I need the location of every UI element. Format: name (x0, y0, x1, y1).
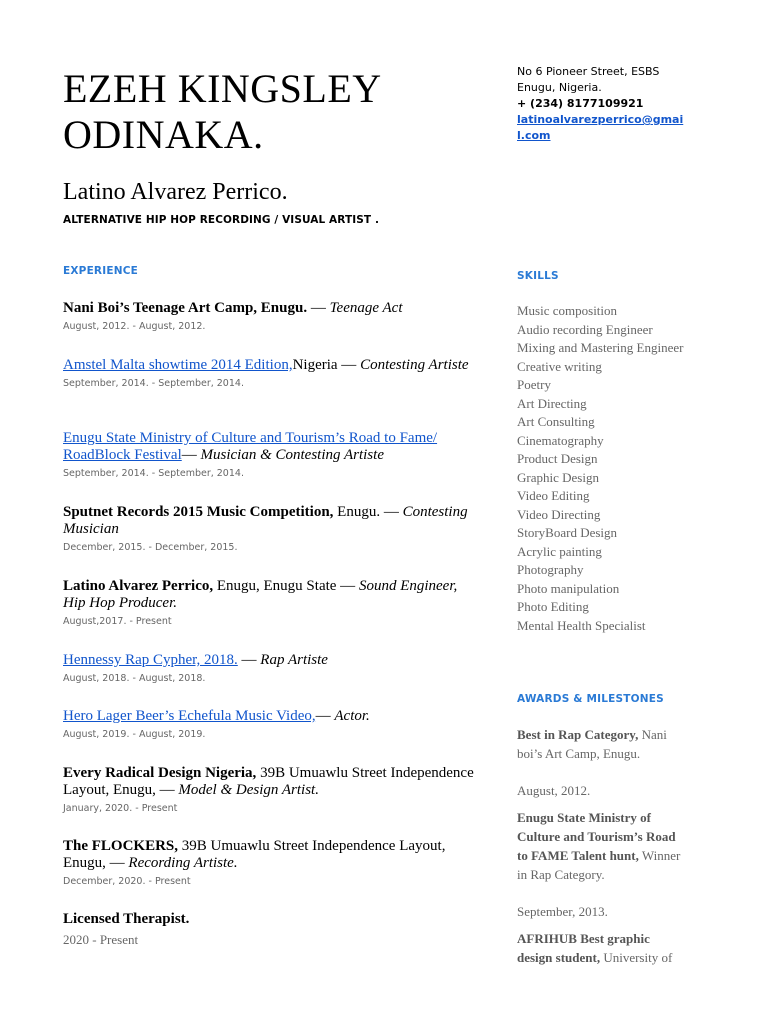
exp-date: August, 2019. - August, 2019. (63, 729, 206, 740)
award-detail: University of (600, 950, 673, 965)
awards-heading: AWARDS & MILESTONES (517, 693, 664, 705)
exp-role: Recording Artiste. (128, 855, 238, 871)
skill-item: StoryBoard Design (517, 525, 618, 540)
exp-date: September, 2014. - September, 2014. (63, 378, 244, 389)
exp-role: Model & Design Artist. (178, 782, 319, 798)
award-item (517, 808, 687, 884)
skill-item: Music composition (517, 303, 618, 318)
skill-item: Mental Health Specialist (517, 617, 646, 633)
skill-item: Graphic Design (517, 469, 599, 485)
exp-org: Every Radical Design Nigeria, (63, 765, 257, 781)
exp-sep: — (181, 447, 201, 463)
exp-sep: — (315, 708, 335, 724)
award-item (517, 929, 687, 967)
skill-item: Art Consulting (517, 414, 595, 429)
award-item (517, 725, 687, 763)
experience-item (63, 652, 475, 684)
exp-role: Contesting Artiste (360, 357, 469, 373)
exp-date: January, 2020. - Present (63, 803, 178, 814)
contact-block (517, 64, 687, 144)
experience-item (63, 911, 475, 948)
experience-item (63, 708, 475, 740)
exp-role: Musician & Contesting Artiste (200, 447, 384, 463)
experience-item (63, 765, 475, 814)
exp-link[interactable]: Hennessy Rap Cypher, 2018. (63, 652, 238, 668)
skill-item: Audio recording Engineer (517, 321, 653, 337)
award-title: AFRIHUB Best graphic design student, (517, 931, 650, 965)
skills-list (517, 302, 687, 635)
exp-org: Nani Boi’s Teenage Art Camp, Enugu. (63, 300, 308, 316)
exp-date: August, 2012. - August, 2012. (63, 321, 206, 332)
skill-item: Photography (517, 562, 584, 577)
skill-item: Video Directing (517, 506, 601, 522)
awards-list (517, 725, 687, 985)
skill-item: Product Design (517, 451, 598, 466)
exp-org: Licensed Therapist. (63, 911, 190, 927)
experience-heading: EXPERIENCE (63, 265, 138, 277)
exp-role: Contesting Musician (63, 504, 468, 537)
award-title: Best in Rap Category, (517, 727, 639, 742)
exp-place: 39B Umuawlu Street Independence Layout, Enugu, — (63, 838, 446, 871)
exp-org: Sputnet Records 2015 Music Competition, (63, 504, 334, 520)
exp-org: The FLOCKERS, (63, 838, 179, 854)
artist-alias: Latino Alvarez Perrico. (63, 179, 288, 205)
award-detail: Winner in Rap Category. (517, 848, 681, 882)
exp-date: August,2017. - Present (63, 616, 172, 627)
experience-item (63, 300, 475, 332)
exp-role: Rap Artiste (260, 652, 328, 668)
exp-role: Sound Engineer, Hip Hop Producer. (63, 578, 458, 611)
exp-role: Actor. (334, 708, 370, 724)
job-subtitle: ALTERNATIVE HIP HOP RECORDING / VISUAL ARTIST . (63, 214, 380, 226)
exp-date: August, 2018. - August, 2018. (63, 673, 206, 684)
exp-place: 39B Umuawlu Street Independence Layout, Enugu, — (63, 765, 474, 798)
experience-item (63, 504, 475, 553)
exp-org: Latino Alvarez Perrico, (63, 578, 214, 594)
experience-item (63, 357, 475, 389)
skill-item: Cinematography (517, 432, 604, 448)
resume-name (63, 66, 493, 158)
award-title: Enugu State Ministry of Culture and Tourism’s Road to FAME Talent hunt, (517, 810, 676, 863)
skill-item: Photo Editing (517, 599, 589, 614)
skills-heading: SKILLS (517, 270, 559, 282)
exp-link[interactable]: Hero Lager Beer’s Echefula Music Video, (63, 708, 316, 724)
address-line-1: No 6 Pioneer Street, ESBS (517, 65, 660, 78)
phone-number: + (234) 8177109921 (517, 97, 644, 110)
exp-sep: — (307, 300, 330, 316)
email-link[interactable]: latinoalvarezperrico@gmail.com (517, 113, 684, 142)
exp-date: 2020 - Present (63, 932, 139, 947)
exp-link[interactable]: Amstel Malta showtime 2014 Edition, (63, 357, 293, 373)
skill-item: Photo manipulation (517, 580, 620, 596)
award-detail: Nani boi’s Art Camp, Enugu. (517, 727, 667, 761)
experience-item (63, 838, 475, 887)
skill-item: Mixing and Mastering Engineer (517, 340, 684, 355)
name-line-2: ODINAKA. (63, 112, 264, 157)
experience-item (63, 430, 475, 479)
address-line-2: Enugu, Nigeria. (517, 81, 602, 94)
experience-item (63, 578, 475, 627)
award-date: September, 2013. (517, 904, 608, 919)
exp-place: Nigeria — (292, 357, 361, 373)
skill-item: Art Directing (517, 395, 587, 411)
exp-sep: — (237, 652, 261, 668)
exp-place: Enugu. — (333, 504, 403, 520)
skill-item: Acrylic painting (517, 543, 602, 559)
exp-link[interactable]: Enugu State Ministry of Culture and Tourism’s Road to Fame/ RoadBlock Festival (63, 430, 438, 463)
name-line-1: EZEH KINGSLEY (63, 66, 382, 111)
skill-item: Creative writing (517, 358, 602, 374)
award-date: August, 2012. (517, 783, 591, 798)
exp-place: Enugu, Enugu State — (213, 578, 359, 594)
exp-date: December, 2015. - December, 2015. (63, 542, 238, 553)
exp-date: September, 2014. - September, 2014. (63, 468, 244, 479)
skill-item: Video Editing (517, 488, 590, 503)
exp-role: Teenage Act (329, 300, 403, 316)
exp-date: December, 2020. - Present (63, 876, 191, 887)
skill-item: Poetry (517, 377, 551, 392)
